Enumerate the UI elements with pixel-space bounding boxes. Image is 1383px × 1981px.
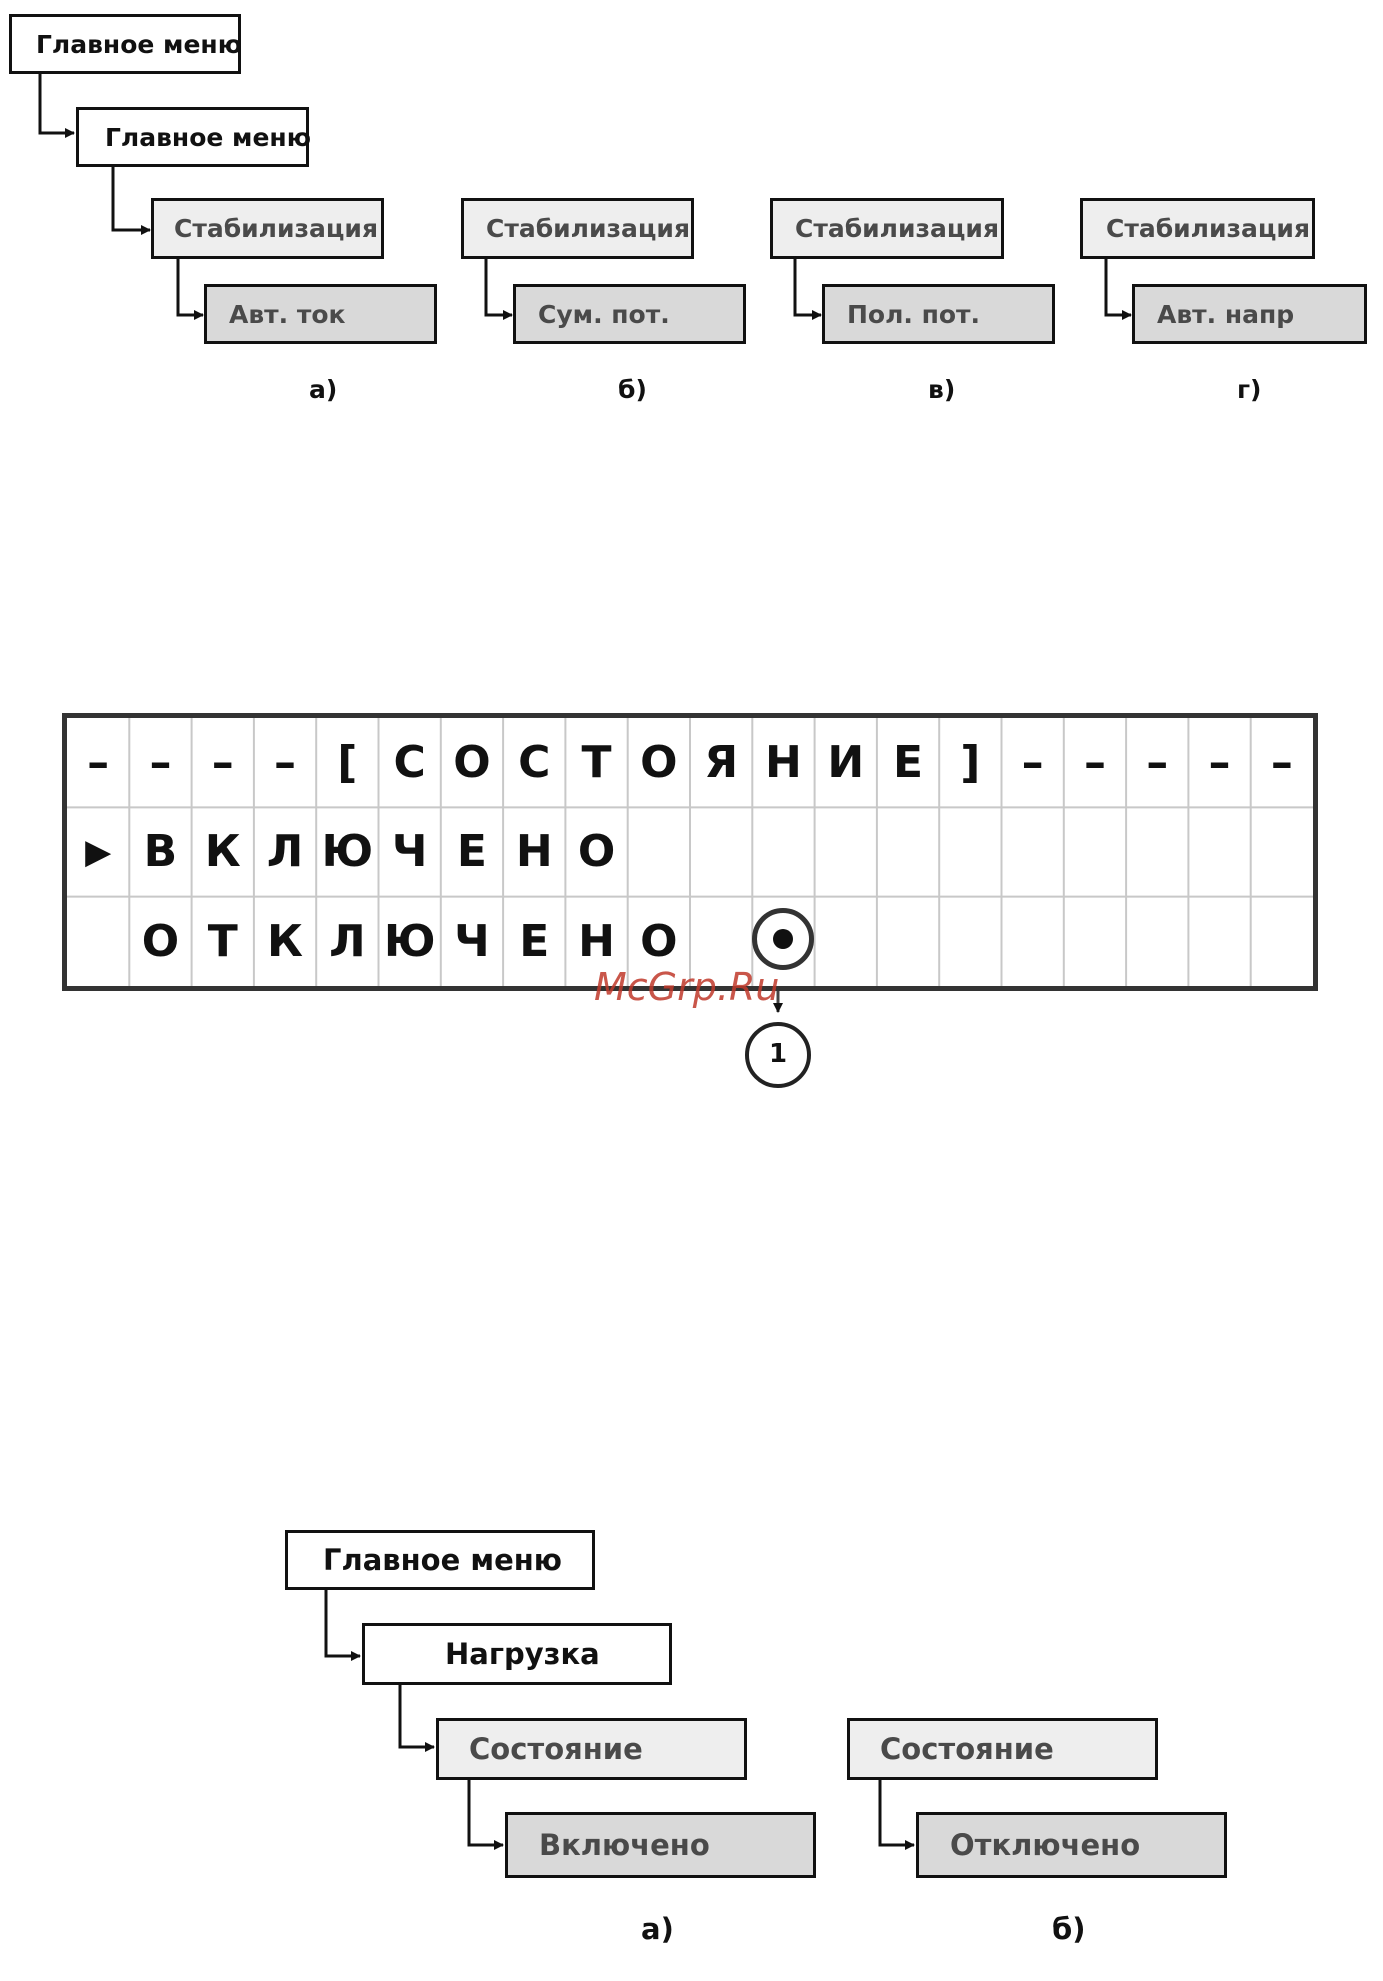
lcd-cell: [67, 897, 129, 986]
lcd-cell: О: [141, 915, 180, 967]
lcd-cell: Е: [519, 915, 550, 967]
lcd-cell: К: [267, 915, 304, 967]
lcd-cell: [1251, 807, 1313, 896]
lcd-cell: [877, 897, 939, 986]
fig3-b-parent-box: [847, 1718, 1158, 1780]
lcd-cell: Т: [581, 737, 612, 789]
fig1-v-child-label: Пол. пот.: [847, 299, 981, 329]
lcd-cell: Е: [893, 737, 924, 789]
lcd-cell: –: [1146, 737, 1169, 789]
lcd-cell: Н: [515, 826, 553, 878]
lcd-cell: О: [640, 737, 678, 789]
fig1-b-child-box: [513, 284, 746, 344]
connector-v: [795, 259, 821, 315]
lcd-cell: [628, 807, 690, 896]
lcd-cell: С: [518, 737, 551, 789]
fig3-level1-box: [362, 1623, 672, 1685]
connector-load-state: [400, 1685, 434, 1747]
watermark: McGrp.Ru: [594, 965, 780, 1009]
connector-root-load: [326, 1590, 360, 1656]
lcd-cell: Е: [456, 826, 487, 878]
fig1-v-child-box: [822, 284, 1055, 344]
lcd-cell: Н: [765, 737, 802, 789]
lcd-cell: Л: [329, 915, 366, 967]
lcd-cell: [939, 897, 1001, 986]
lcd-cell: –: [149, 737, 172, 789]
fig3-a-caption: а): [641, 1912, 674, 1946]
fig3-a-parent-box: [436, 1718, 747, 1780]
lcd-cell: ]: [960, 737, 981, 789]
fig3-b-child-box: [916, 1812, 1227, 1878]
fig1-b-parent-label: Стабилизация: [486, 214, 691, 243]
lcd-cell: [1064, 807, 1126, 896]
lcd-cell: [1002, 897, 1064, 986]
lcd-cell: –: [87, 737, 110, 789]
fig3-a-parent-label: Состояние: [469, 1732, 643, 1766]
callout-number: 1: [768, 1039, 788, 1069]
fig1-v-parent-label: Стабилизация: [795, 214, 1000, 243]
fig1-root-label: Главное меню: [36, 29, 243, 59]
fig1-a-caption: а): [309, 375, 338, 404]
lcd-cell: [939, 807, 1001, 896]
fig1-g-parent-label: Стабилизация: [1106, 214, 1311, 243]
lcd-cell: [1188, 807, 1250, 896]
connector-level1-stab: [113, 167, 150, 230]
fig3-a-child-box: [505, 1812, 816, 1878]
lcd-cell: И: [827, 737, 865, 789]
fig1-root-box: [9, 14, 241, 74]
fig3-b-parent-label: Состояние: [880, 1732, 1054, 1766]
lcd-cell: [1064, 897, 1126, 986]
fig1-level1-label: Главное меню: [105, 122, 312, 152]
fig1-v-caption: в): [928, 375, 956, 404]
fig1-g-caption: г): [1237, 375, 1262, 404]
lcd-cell: О: [577, 826, 616, 878]
lcd-cell: [: [337, 737, 358, 789]
lcd-cell: О: [640, 915, 678, 967]
fig1-v-parent-box: [770, 198, 1004, 259]
fig1-a-child-box: [204, 284, 437, 344]
lcd-cell: [1126, 897, 1188, 986]
radio-dot: [773, 929, 793, 949]
connector-a: [178, 259, 203, 315]
lcd-cell: [1251, 897, 1313, 986]
lcd-cell: [1126, 807, 1188, 896]
lcd-cell: Я: [704, 737, 739, 789]
lcd-cell: –: [1208, 737, 1231, 789]
lcd-cell: [690, 807, 752, 896]
fig3-b-child-label: Отключено: [950, 1828, 1141, 1862]
lcd-cell: Н: [578, 915, 615, 967]
lcd-cell: –: [1270, 737, 1293, 789]
lcd-cell: Ю: [383, 915, 436, 967]
lcd-cell: Ю: [321, 826, 374, 878]
fig3-root-box: [285, 1530, 595, 1590]
lcd-cell: Ч: [391, 826, 428, 878]
lcd-cell: [1188, 897, 1250, 986]
lcd-cell: О: [453, 737, 491, 789]
fig1-b-caption: б): [618, 375, 647, 404]
lcd-cell: [815, 807, 877, 896]
connector-b: [486, 259, 512, 315]
lcd-cell: Т: [207, 915, 238, 967]
lcd-cell: [1002, 807, 1064, 896]
connector-g: [1106, 259, 1131, 315]
lcd-cell: С: [393, 737, 426, 789]
lcd-cell: В: [143, 826, 178, 878]
fig3-a-child-label: Включено: [539, 1828, 710, 1862]
fig1-g-parent-box: [1080, 198, 1315, 259]
lcd-cell: [815, 897, 877, 986]
lcd-cell: [752, 807, 814, 896]
lcd-cell: –: [1021, 737, 1044, 789]
fig1-g-child-box: [1132, 284, 1367, 344]
lcd-cell: К: [204, 826, 241, 878]
lcd-cell: Л: [266, 826, 304, 878]
connector-state-on: [469, 1780, 503, 1845]
fig1-a-parent-label: Стабилизация: [174, 214, 379, 243]
lcd-display: [62, 713, 1318, 991]
fig3-root-label: Главное меню: [323, 1543, 562, 1577]
connector-state-off: [880, 1780, 914, 1845]
fig3-b-caption: б): [1052, 1912, 1086, 1946]
fig1-level1-box: [76, 107, 312, 167]
lcd-cell: ▶: [85, 831, 112, 872]
fig1-a-child-label: Авт. ток: [229, 299, 346, 329]
fig1-g-child-label: Авт. напр: [1157, 299, 1295, 329]
lcd-cell: –: [211, 737, 234, 789]
fig1-a-parent-box: [151, 198, 384, 259]
lcd-cell: –: [274, 737, 297, 789]
fig3-level1-label: Нагрузка: [445, 1637, 600, 1671]
fig1-b-parent-box: [461, 198, 694, 259]
lcd-cell: [877, 807, 939, 896]
lcd-cell: –: [1083, 737, 1106, 789]
lcd-cell: Ч: [454, 915, 490, 967]
connector-root-level1: [40, 74, 74, 133]
fig1-b-child-label: Сум. пот.: [538, 299, 670, 329]
